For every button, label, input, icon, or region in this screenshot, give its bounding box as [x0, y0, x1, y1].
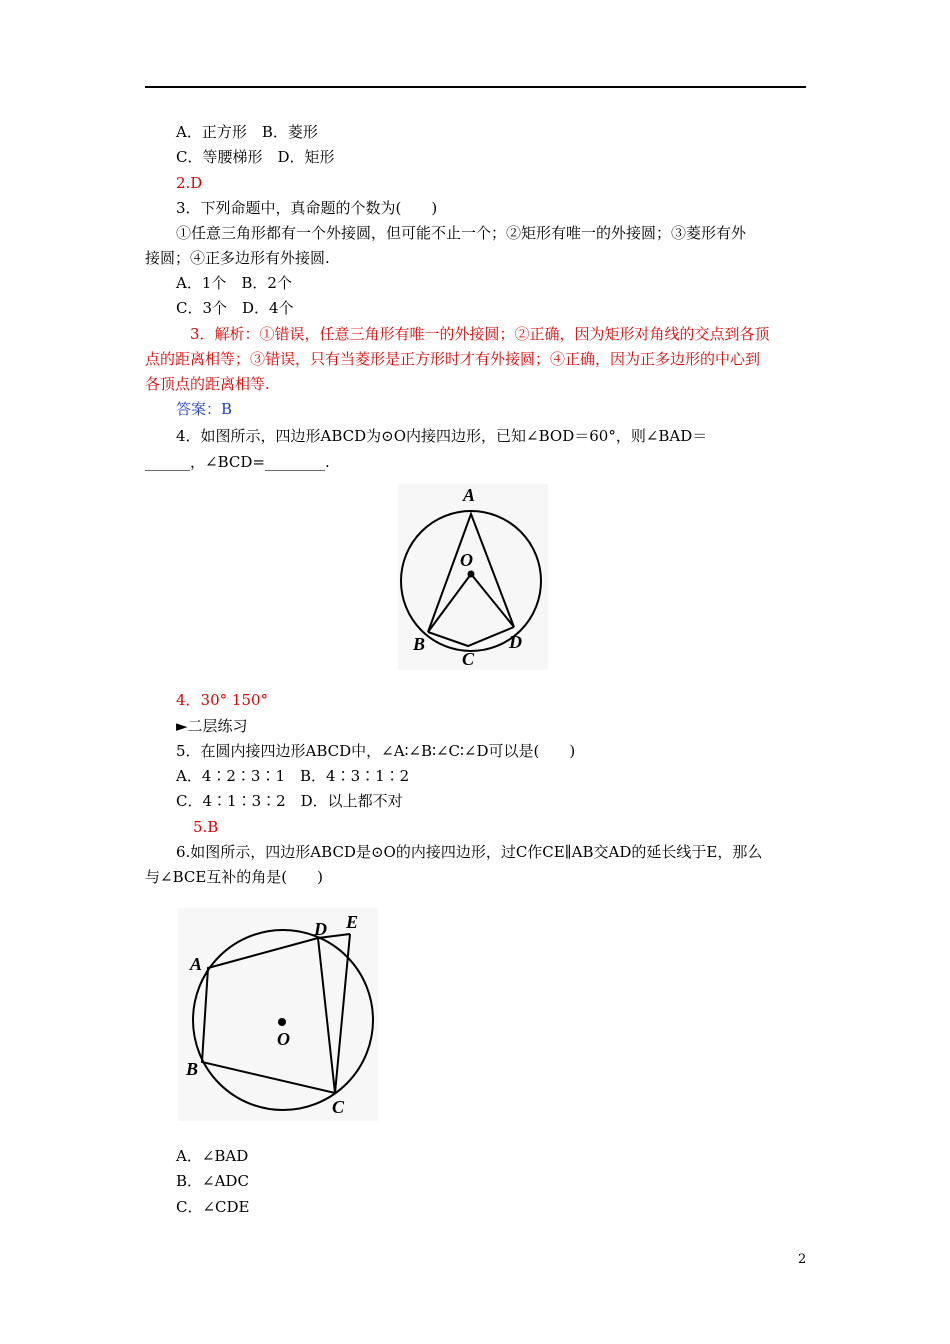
- header-rule: [145, 86, 806, 88]
- q3-options-ab: A．1个 B．2个: [176, 274, 292, 292]
- q5-options-ab: A．4∶2∶3∶1 B．4∶3∶1∶2: [176, 767, 410, 785]
- answer-5: 5.B: [193, 818, 219, 836]
- question-6-line-1: 6.如图所示，四边形ABCD是⊙O的内接四边形，过C作CE∥AB交AD的延长线于E，那么: [176, 843, 763, 861]
- question-5: 5．在圆内接四边形ABCD中，∠A∶∠B∶∠C∶∠D可以是( ): [176, 742, 576, 760]
- q1-options-ab: A．正方形 B．菱形: [176, 123, 318, 141]
- answer-4: 4．30° 150°: [176, 691, 269, 709]
- section-level-2: ►二层练习: [176, 717, 248, 735]
- question-4-line-2: ______，∠BCD=________.: [145, 453, 330, 471]
- fig2-quadrilateral: [202, 938, 335, 1093]
- q5-options-cd: C．4∶1∶3∶2 D．以上都不对: [176, 792, 403, 810]
- figure-2-inscribed-quadrilateral: [178, 908, 378, 1121]
- q6-option-b: B．∠ADC: [176, 1172, 249, 1190]
- question-4-line-1: 4．如图所示，四边形ABCD为⊙O内接四边形，已知∠BOD＝60°，则∠BAD＝: [176, 427, 708, 445]
- q6-option-c: C．∠CDE: [176, 1198, 250, 1216]
- fig1-label-o: O: [460, 550, 473, 570]
- fig1-circle: [401, 511, 541, 651]
- q3-explanation-2: 点的距离相等；③错误，只有当菱形是正方形时才有外接圆；④正确，因为正多边形的中心到: [145, 350, 761, 368]
- fig1-label-a: A: [463, 485, 476, 505]
- figure-1-inscribed-quadrilateral: [398, 484, 548, 670]
- question-3: 3．下列命题中，真命题的个数为( ): [176, 199, 438, 217]
- fig2-label-o: O: [277, 1029, 290, 1049]
- fig1-label-c: C: [462, 649, 475, 669]
- fig2-label-c: C: [332, 1097, 345, 1117]
- fig1-radii-ob-od: [428, 574, 514, 632]
- q3-explanation-3: 各顶点的距离相等.: [145, 375, 270, 393]
- question-6-line-2: 与∠BCE互补的角是( ): [145, 868, 324, 886]
- fig1-label-b: B: [413, 634, 426, 654]
- fig2-center-dot: [278, 1018, 286, 1026]
- fig2-line-ce: [335, 934, 350, 1093]
- question-3-body-1: ①任意三角形都有一个外接圆，但可能不止一个；②矩形有唯一的外接圆；③菱形有外: [176, 224, 747, 242]
- page-number: 2: [798, 1252, 807, 1267]
- fig1-label-d: D: [509, 632, 522, 652]
- q3-answer: 答案：B: [176, 400, 233, 418]
- q1-options-cd: C．等腰梯形 D．矩形: [176, 148, 335, 166]
- question-3-body-2: 接圆；④正多边形有外接圆.: [145, 249, 330, 267]
- q3-options-cd: C．3个 D．4个: [176, 299, 294, 317]
- fig1-center-dot: [468, 571, 475, 578]
- fig2-label-a: A: [190, 954, 203, 974]
- fig2-label-b: B: [186, 1059, 199, 1079]
- fig2-label-e: E: [346, 912, 359, 932]
- answer-2: 2.D: [176, 174, 203, 192]
- q3-explanation-1: 3．解析：①错误，任意三角形有唯一的外接圆；②正确，因为矩形对角线的交点到各顶: [190, 325, 770, 343]
- fig2-label-d: D: [314, 919, 327, 939]
- q6-option-a: A．∠BAD: [176, 1147, 249, 1165]
